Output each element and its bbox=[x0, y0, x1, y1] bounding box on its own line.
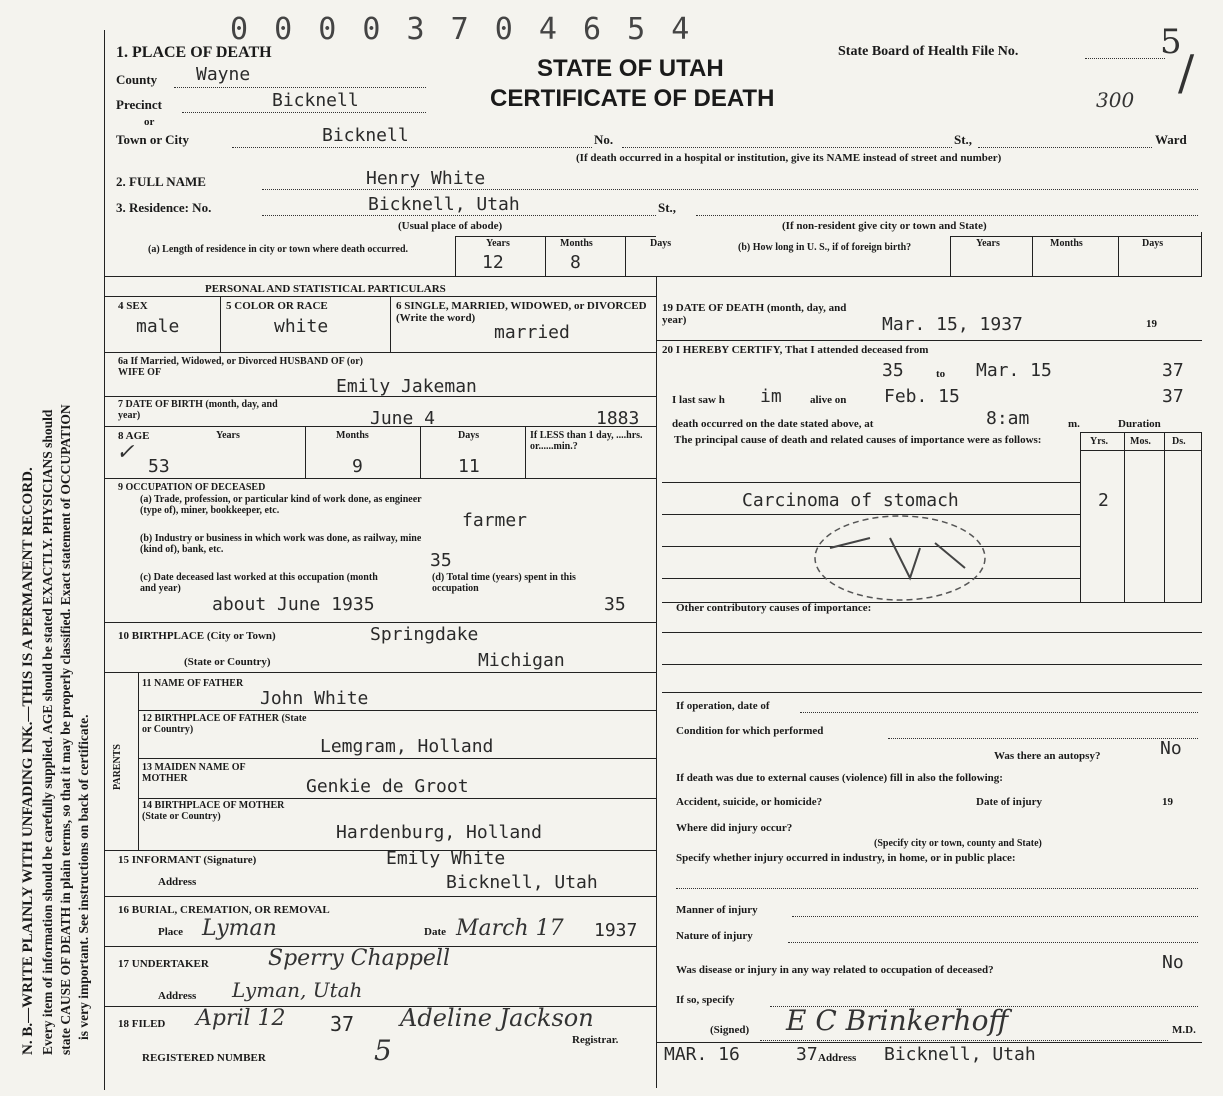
cause-value: Carcinoma of stomach bbox=[742, 490, 959, 511]
cert-year: 37 bbox=[796, 1044, 818, 1065]
burial-place: Lyman bbox=[202, 916, 277, 941]
hospital-note: (If death occurred in a hospital or institution, give its NAME instead of street and number) bbox=[576, 152, 1002, 164]
marital-label: 6 SINGLE, MARRIED, WIDOWED, or DIVORCED (Write the word) bbox=[396, 300, 647, 324]
mos-label: Mos. bbox=[1130, 436, 1151, 447]
color-value: white bbox=[274, 316, 329, 337]
principal-label: The principal cause of death and related causes of importance were as follows: bbox=[674, 434, 1042, 446]
age-label: 8 AGE bbox=[118, 430, 150, 442]
dob-label: 7 DATE OF BIRTH (month, day, and year) bbox=[118, 399, 278, 421]
burial-year: 1937 bbox=[594, 920, 638, 941]
registrar-signature: Adeline Jackson bbox=[400, 1004, 594, 1032]
undertaker-address-label: Address bbox=[158, 990, 197, 1002]
us-years-label: Years bbox=[976, 238, 1000, 249]
res-days-label: Days bbox=[650, 238, 672, 249]
res-years-label: Years bbox=[486, 238, 510, 249]
birthplace-state-label: (State or Country) bbox=[184, 656, 271, 668]
county-label: County bbox=[116, 72, 158, 87]
total-time-value: 35 bbox=[604, 594, 626, 615]
residence-value: Bicknell, Utah bbox=[368, 194, 520, 215]
mother-bp-value: Hardenburg, Holland bbox=[336, 822, 542, 843]
burial-date: March 17 bbox=[456, 916, 564, 941]
spouse-value: Emily Jakeman bbox=[336, 376, 477, 397]
age-days-label: Days bbox=[458, 430, 480, 441]
injury-nineteen: 19 bbox=[1162, 796, 1173, 808]
res-months-label: Months bbox=[560, 238, 593, 249]
check-mark: / bbox=[1178, 45, 1195, 101]
res-months-value: 8 bbox=[570, 252, 581, 273]
precinct-value: Bicknell bbox=[272, 90, 359, 111]
sidebar-line-2: Every item of information should be carefully supplied. AGE should be stated EXACTLY. PHYSICIANS should bbox=[40, 409, 55, 1055]
father-bp-label: 12 BIRTHPLACE OF FATHER (State or Country) bbox=[142, 713, 307, 735]
left-border bbox=[104, 30, 105, 1090]
father-value: John White bbox=[260, 688, 369, 709]
specify-city-label: (Specify city or town, county and State) bbox=[874, 838, 1042, 849]
state-title: STATE OF UTAH bbox=[537, 55, 724, 82]
father-label: 11 NAME OF FATHER bbox=[142, 678, 244, 689]
file-label: State Board of Health File No. bbox=[838, 44, 1019, 59]
signed-label: (Signed) bbox=[710, 1024, 750, 1036]
dob-value: June 4 bbox=[370, 408, 436, 429]
last-saw-date: Feb. 15 bbox=[884, 386, 960, 407]
filed-year: 37 bbox=[330, 1012, 355, 1036]
to-label: to bbox=[936, 368, 946, 380]
duration-label: Duration bbox=[1118, 418, 1161, 430]
registered-label: REGISTERED NUMBER bbox=[142, 1052, 266, 1064]
occ-d-label: (d) Total time (years) spent in this occupation bbox=[432, 572, 576, 594]
date-death-label: 19 DATE OF DEATH (month, day, and year) bbox=[662, 302, 847, 326]
other-causes-label: Other contributory causes of importance: bbox=[676, 602, 872, 614]
note-300: 300 bbox=[1096, 88, 1135, 112]
right-border bbox=[1201, 232, 1202, 276]
filed-date: April 12 bbox=[196, 1006, 286, 1031]
or-label: or bbox=[144, 116, 155, 128]
cert-date: MAR. 16 bbox=[664, 1044, 740, 1065]
residence-label: 3. Residence: No. bbox=[116, 200, 212, 215]
us-days-label: Days bbox=[1142, 238, 1164, 249]
age-days-value: 11 bbox=[458, 456, 480, 477]
sex-value: male bbox=[136, 316, 180, 337]
personal-heading: PERSONAL AND STATISTICAL PARTICULARS bbox=[205, 283, 446, 295]
if-less-label: If LESS than 1 day, ....hrs. or......min.? bbox=[530, 430, 643, 452]
mother-label: 13 MAIDEN NAME OF MOTHER bbox=[142, 762, 246, 784]
stamp-scribble bbox=[800, 508, 1000, 608]
mother-bp-label: 14 BIRTHPLACE OF MOTHER (State or Country) bbox=[142, 800, 285, 822]
autopsy-label: Was there an autopsy? bbox=[994, 750, 1101, 762]
sex-label: 4 SEX bbox=[118, 300, 148, 312]
sidebar-line-3: state CAUSE OF DEATH in plain terms, so that it may be properly classified. Exact statement of OCCUPATION bbox=[58, 404, 73, 1055]
undertaker-label: 17 UNDERTAKER bbox=[118, 958, 209, 970]
registrar-label: Registrar. bbox=[572, 1034, 619, 1046]
no-label: No. bbox=[594, 132, 614, 147]
attended-year: 37 bbox=[1162, 360, 1184, 381]
informant-label: 15 INFORMANT (Signature) bbox=[118, 854, 257, 866]
m-label: m. bbox=[1068, 418, 1080, 430]
ds-label: Ds. bbox=[1172, 436, 1186, 447]
informant-value: Emily White bbox=[386, 848, 506, 869]
spouse-label: 6a If Married, Widowed, or Divorced HUSBAND OF (or) WIFE OF bbox=[118, 356, 363, 378]
marital-value: married bbox=[494, 322, 570, 343]
town-value: Bicknell bbox=[322, 125, 409, 146]
us-months-label: Months bbox=[1050, 238, 1083, 249]
last-saw-label: I last saw h bbox=[672, 394, 725, 406]
color-label: 5 COLOR OR RACE bbox=[226, 300, 328, 312]
date-injury-label: Date of injury bbox=[976, 796, 1042, 808]
nonresident-note: (If non-resident give city or town and State) bbox=[782, 220, 987, 232]
condition-label: Condition for which performed bbox=[676, 725, 824, 737]
st-label: St., bbox=[954, 132, 973, 147]
age-months-label: Months bbox=[336, 430, 369, 441]
serial-number: 0 0 0 0 3 7 0 4 6 5 4 bbox=[230, 12, 694, 47]
nature-label: Nature of injury bbox=[676, 930, 753, 942]
center-divider bbox=[656, 276, 657, 1088]
last-saw-value: im bbox=[760, 386, 782, 407]
occupation-label: 9 OCCUPATION OF DECEASED bbox=[118, 482, 266, 493]
full-name-label: 2. FULL NAME bbox=[116, 174, 206, 189]
time-value: 8:am bbox=[986, 408, 1030, 429]
length-residence-label: (a) Length of residence in city or town where death occurred. bbox=[148, 244, 409, 255]
if-so-label: If so, specify bbox=[676, 994, 735, 1006]
age-months-value: 9 bbox=[352, 456, 363, 477]
industry-value: 35 bbox=[430, 550, 452, 571]
industry-injury-label: Specify whether injury occurred in industry, in home, or in public place: bbox=[676, 852, 1016, 864]
accident-label: Accident, suicide, or homicide? bbox=[676, 796, 823, 808]
attended-to: Mar. 15 bbox=[976, 360, 1052, 381]
birthplace-state: Michigan bbox=[478, 650, 565, 671]
date-label: Date bbox=[424, 926, 446, 938]
registered-number: 5 bbox=[374, 1034, 392, 1067]
birthplace-label: 10 BIRTHPLACE (City or Town) bbox=[118, 630, 276, 642]
section-divider bbox=[104, 276, 1202, 277]
md-label: M.D. bbox=[1172, 1024, 1196, 1036]
occ-a-label: (a) Trade, profession, or particular kind of work done, as engineer (type of), miner, bookkeeper, etc. bbox=[140, 494, 422, 516]
town-label: Town or City bbox=[116, 132, 189, 147]
res-years-value: 12 bbox=[482, 252, 504, 273]
burial-label: 16 BURIAL, CREMATION, OR REMOVAL bbox=[118, 904, 330, 916]
alive-on-label: alive on bbox=[810, 394, 847, 406]
last-worked-value: about June 1935 bbox=[212, 594, 375, 615]
occupation-value: farmer bbox=[462, 510, 528, 531]
informant-address: Bicknell, Utah bbox=[446, 872, 598, 893]
yrs-label: Yrs. bbox=[1090, 436, 1109, 447]
informant-address-label: Address bbox=[158, 876, 197, 888]
autopsy-value: No bbox=[1160, 738, 1182, 759]
sidebar-line-1: N. B.—WRITE PLAINLY WITH UNFADING INK.—THIS IS A PERMANENT RECORD. bbox=[20, 467, 36, 1055]
manner-label: Manner of injury bbox=[676, 904, 758, 916]
related-label: Was disease or injury in any way related to occupation of deceased? bbox=[676, 964, 994, 976]
cause-years: 2 bbox=[1098, 490, 1109, 511]
place-of-death-label: 1. PLACE OF DEATH bbox=[116, 44, 272, 61]
birthplace-city: Springdake bbox=[370, 624, 479, 645]
mother-value: Genkie de Groot bbox=[306, 776, 469, 797]
full-name-value: Henry White bbox=[366, 168, 486, 189]
undertaker-value: Sperry Chappell bbox=[268, 946, 451, 971]
operation-label: If operation, date of bbox=[676, 700, 770, 712]
age-years-label: Years bbox=[216, 430, 240, 441]
death-occurred-label: death occurred on the date stated above, at bbox=[672, 418, 874, 430]
occ-c-label: (c) Date deceased last worked at this occupation (month and year) bbox=[140, 572, 378, 594]
how-long-label: (b) How long in U. S., if of foreign birth? bbox=[738, 242, 912, 253]
ward-label: Ward bbox=[1155, 132, 1187, 147]
attended-from: 35 bbox=[882, 360, 904, 381]
age-check: ✓ bbox=[116, 440, 135, 465]
physician-signature: E C Brinkerhoff bbox=[786, 1004, 1009, 1037]
sidebar-line-4: is very important. See instructions on back of certificate. bbox=[76, 714, 91, 1040]
external-label: If death was due to external causes (violence) fill in also the following: bbox=[676, 772, 1003, 784]
parents-label: PARENTS bbox=[112, 744, 123, 790]
occ-b-label: (b) Industry or business in which work was done, as railway, mine (kind of), bank, etc. bbox=[140, 533, 422, 555]
county-value: Wayne bbox=[196, 64, 251, 85]
cert-address: Bicknell, Utah bbox=[884, 1044, 1036, 1065]
file-number: 5 bbox=[1160, 22, 1182, 62]
age-years-value: 53 bbox=[148, 456, 170, 477]
last-saw-year: 37 bbox=[1162, 386, 1184, 407]
certificate-title: CERTIFICATE OF DEATH bbox=[490, 85, 775, 112]
father-bp-value: Lemgram, Holland bbox=[320, 736, 494, 757]
undertaker-address: Lyman, Utah bbox=[232, 978, 363, 1002]
date-death-value: Mar. 15, 1937 bbox=[882, 314, 1023, 335]
certify-label: 20 I HEREBY CERTIFY, That I attended deceased from bbox=[662, 344, 929, 356]
place-label: Place bbox=[158, 926, 184, 938]
related-value: No bbox=[1162, 952, 1184, 973]
filed-label: 18 FILED bbox=[118, 1018, 166, 1030]
cert-address-label: Address bbox=[818, 1052, 857, 1064]
precinct-label: Precinct bbox=[116, 97, 162, 112]
where-injury-label: Where did injury occur? bbox=[676, 822, 793, 834]
dob-year: 1883 bbox=[596, 408, 640, 429]
nineteen-label: 19 bbox=[1146, 318, 1157, 330]
res-st-label: St., bbox=[658, 200, 677, 215]
usual-abode: (Usual place of abode) bbox=[398, 220, 503, 232]
